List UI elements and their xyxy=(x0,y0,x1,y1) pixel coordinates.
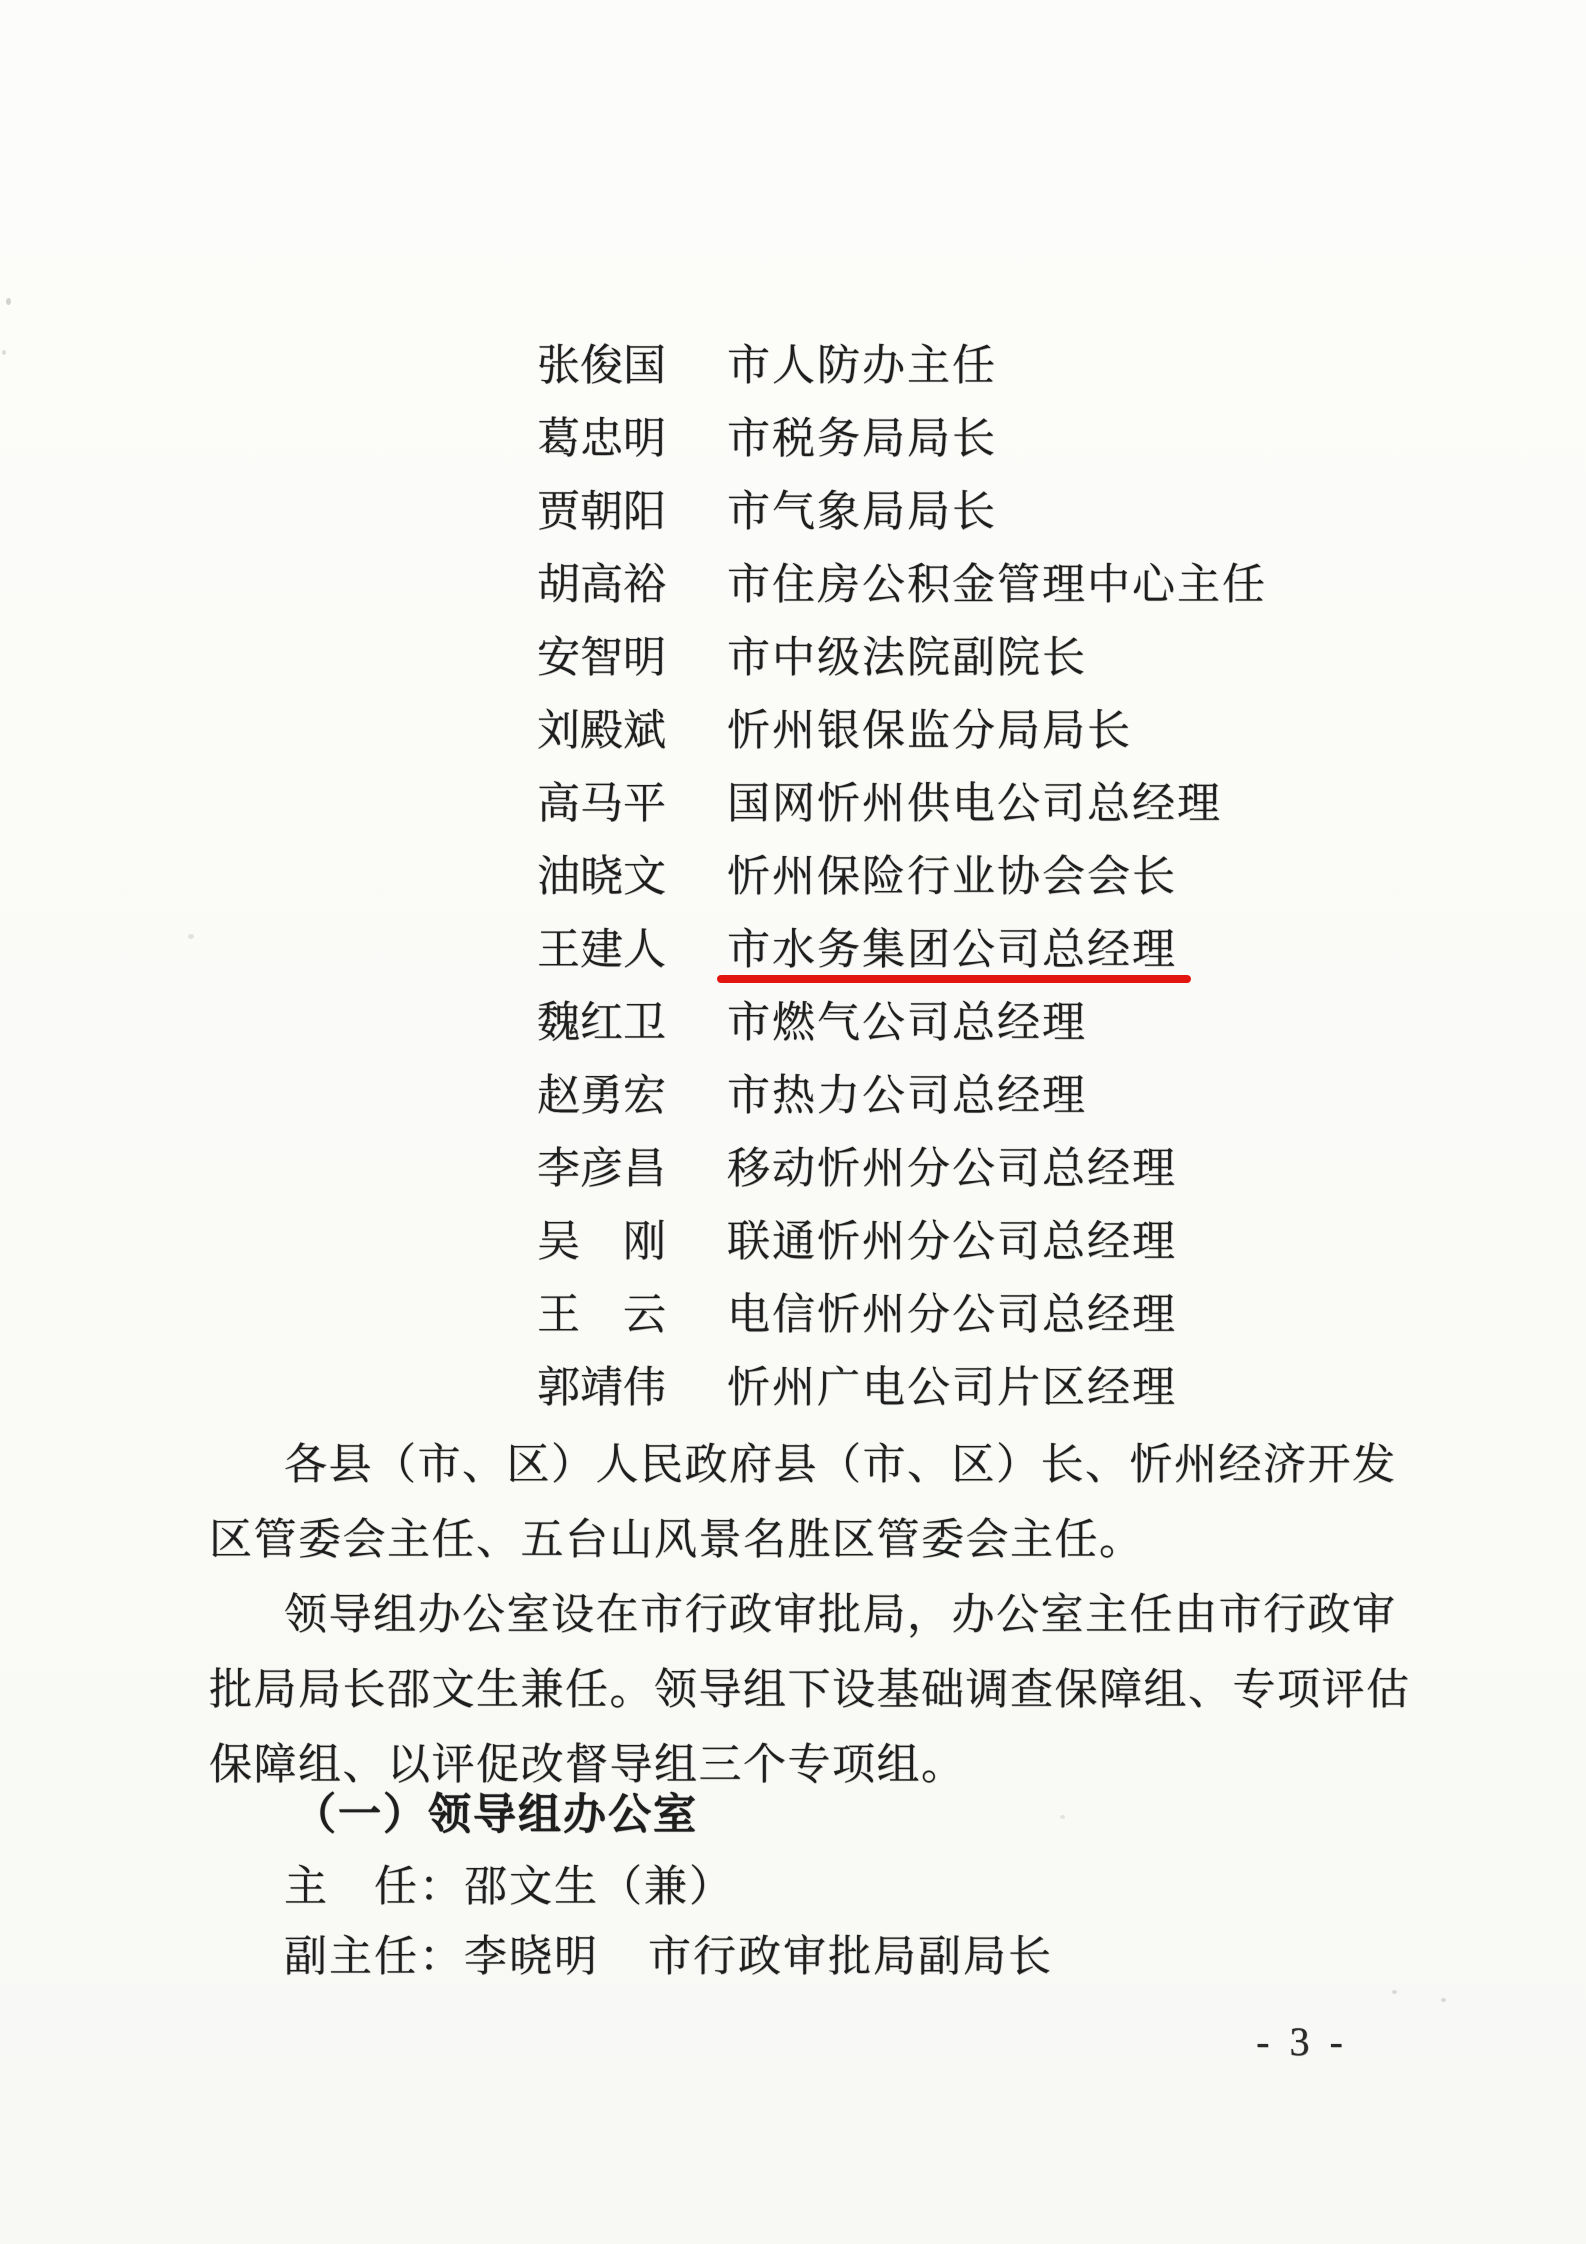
list-item xyxy=(537,914,1267,987)
person-title: 忻州银保监分局局长 xyxy=(727,707,1132,755)
list-item xyxy=(537,1060,1267,1133)
director-label: 主 任： xyxy=(284,1864,464,1911)
scan-speck xyxy=(1060,1815,1065,1819)
list-item xyxy=(537,1206,1267,1279)
list-item xyxy=(537,841,1267,914)
person-title: 联通忻州分公司总经理 xyxy=(727,1218,1177,1266)
person-title: 市中级法院副院长 xyxy=(727,634,1087,682)
paragraph-line: 保障组、以评促改督导组三个专项组。 xyxy=(209,1742,966,1789)
list-item xyxy=(537,403,1267,476)
person-title: 电信忻州分公司总经理 xyxy=(727,1291,1177,1339)
person-title: 市税务局局长 xyxy=(727,415,997,463)
scan-speck xyxy=(2,350,6,355)
person-title: 国网忻州供电公司总经理 xyxy=(727,780,1222,828)
list-item xyxy=(537,768,1267,841)
person-name: 安智明 xyxy=(537,634,666,682)
person-name: 李彦昌 xyxy=(537,1145,666,1193)
scan-speck xyxy=(1441,1998,1446,2002)
red-underline xyxy=(717,975,1191,983)
list-item xyxy=(537,1352,1267,1425)
director-value: 邵文生（兼） xyxy=(464,1864,734,1911)
deputy-line xyxy=(284,1920,1053,1995)
deputy-label-and-name: 副主任：李晓明 xyxy=(284,1934,599,1981)
person-title: 市住房公积金管理中心主任 xyxy=(727,561,1267,609)
person-name: 油晓文 xyxy=(537,853,666,901)
person-name: 赵勇宏 xyxy=(537,1072,666,1120)
section-heading: （一）领导组办公室 xyxy=(293,1791,698,1839)
list-item xyxy=(537,695,1267,768)
person-name: 王云 xyxy=(537,1291,666,1339)
person-title: 市燃气公司总经理 xyxy=(727,999,1087,1047)
person-name: 胡高裕 xyxy=(537,561,666,609)
paragraph-line: 领导组办公室设在市行政审批局，办公室主任由市行政审 xyxy=(284,1592,1397,1639)
paragraph-office xyxy=(209,1578,1411,1803)
list-item xyxy=(537,622,1267,695)
scan-speck xyxy=(6,298,11,305)
list-item xyxy=(537,1279,1267,1352)
scan-speck xyxy=(829,360,835,365)
person-name: 葛忠明 xyxy=(537,415,666,463)
page-number: - 3 - xyxy=(1256,2019,1348,2064)
appointments-list xyxy=(537,330,1267,1425)
person-title: 忻州广电公司片区经理 xyxy=(727,1364,1177,1412)
list-item xyxy=(537,330,1267,403)
person-name: 郭靖伟 xyxy=(537,1364,666,1412)
paragraph-line: 各县（市、区）人民政府县（市、区）长、忻州经济开发 xyxy=(284,1442,1397,1489)
paragraph-line: 批局局长邵文生兼任。领导组下设基础调查保障组、专项评估 xyxy=(209,1667,1411,1714)
list-item xyxy=(537,987,1267,1060)
list-item xyxy=(537,1133,1267,1206)
list-item xyxy=(537,476,1267,549)
person-name: 王建人 xyxy=(537,926,666,974)
deputy-title: 市行政审批局副局长 xyxy=(648,1934,1053,1981)
paragraph-counties xyxy=(209,1428,1397,1578)
paragraph-line: 区管委会主任、五台山风景名胜区管委会主任。 xyxy=(209,1517,1144,1564)
person-title: 市气象局局长 xyxy=(727,488,997,536)
person-title: 移动忻州分公司总经理 xyxy=(727,1145,1177,1193)
scan-speck xyxy=(188,934,194,939)
person-name: 张俊国 xyxy=(537,342,666,390)
person-name: 高马平 xyxy=(537,780,666,828)
person-title: 市人防办主任 xyxy=(727,342,997,390)
director-line xyxy=(284,1850,734,1925)
person-name: 贾朝阳 xyxy=(537,488,666,536)
person-name: 魏红卫 xyxy=(537,999,666,1047)
person-name: 吴刚 xyxy=(537,1218,666,1266)
scan-speck xyxy=(1392,1990,1397,1994)
person-title: 市热力公司总经理 xyxy=(727,1072,1087,1120)
list-item xyxy=(537,549,1267,622)
person-title: 市水务集团公司总经理 xyxy=(727,926,1177,976)
person-name: 刘殿斌 xyxy=(537,707,666,755)
scan-speck xyxy=(836,1098,842,1103)
person-title: 忻州保险行业协会会长 xyxy=(727,853,1177,901)
